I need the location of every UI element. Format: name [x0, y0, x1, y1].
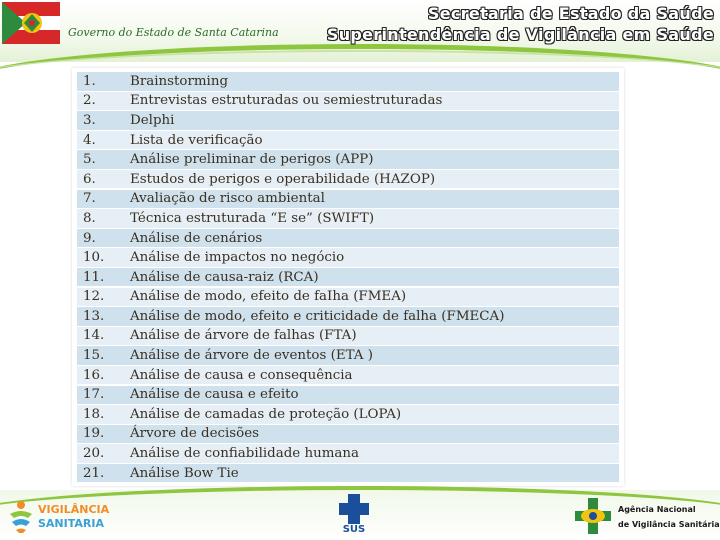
row-number: 2. — [83, 93, 96, 109]
row-number: 19. — [83, 426, 105, 442]
table-row — [77, 464, 619, 484]
anvisa-mark-icon — [572, 496, 616, 536]
government-label: Governo do Estado de Santa Catarina — [68, 26, 279, 39]
sus-logo — [336, 494, 372, 538]
techniques-table — [72, 68, 624, 486]
anvisa-logo — [572, 496, 720, 536]
table-row — [77, 288, 619, 308]
row-label: Entrevistas estruturadas ou semiestruturadas — [130, 93, 443, 109]
row-label: Análise Bow Tie — [130, 465, 239, 481]
row-label: Análise de causa e efeito — [130, 387, 299, 403]
sus-cross-icon — [336, 494, 372, 524]
row-label: Avaliação de risco ambiental — [130, 191, 325, 207]
row-number: 8. — [83, 210, 96, 226]
row-number: 12. — [83, 289, 105, 305]
row-label: Análise de confiabilidade humana — [130, 446, 360, 462]
vigilancia-mark-icon — [6, 498, 36, 534]
row-label: Análise de modo, efeito e criticidade de falha (FMECA) — [130, 308, 505, 324]
row-number: 16. — [83, 367, 105, 383]
sus-label: SUS — [342, 524, 366, 535]
row-label: Análise de camadas de proteção (LOPA) — [130, 406, 402, 422]
row-number: 1. — [83, 73, 96, 89]
page-title: Secretaria de Estado da Saúde — [427, 4, 714, 23]
row-label: Análise de árvore de eventos (ETA ) — [130, 348, 373, 364]
vigilancia-sanitaria-logo — [6, 496, 110, 536]
row-label: Análise de modo, efeito de faIha (FMEA) — [130, 289, 407, 305]
row-number: 18. — [83, 406, 105, 422]
vigilancia-label: VIGILÂNCIA — [38, 503, 110, 516]
row-number: 17. — [83, 387, 105, 403]
row-label: Análise de árvore de falhas (FTA) — [130, 328, 357, 344]
table-row — [77, 190, 619, 210]
row-label: Análise de cenários — [130, 230, 263, 246]
table-row — [77, 386, 619, 406]
row-number: 20. — [83, 446, 105, 462]
row-number: 15. — [83, 348, 105, 364]
table-row — [77, 72, 619, 92]
row-number: 13. — [83, 308, 105, 324]
sanitaria-label: SANITARIA — [38, 517, 104, 530]
table-row — [77, 444, 619, 464]
row-number: 4. — [83, 132, 96, 148]
table-row — [77, 248, 619, 268]
anvisa-label-line2: de Vigilância Sanitária — [618, 520, 720, 529]
row-number: 11. — [83, 269, 105, 285]
row-label: Brainstorming — [130, 73, 229, 89]
table-row — [77, 111, 619, 131]
techniques-list — [77, 72, 619, 483]
row-label: Técnica estruturada “E se” (SWIFT) — [130, 210, 375, 226]
row-label: Análise preliminar de perigos (APP) — [130, 152, 374, 168]
table-row — [77, 327, 619, 347]
table-row — [77, 150, 619, 170]
table-row — [77, 229, 619, 249]
row-number: 14. — [83, 328, 105, 344]
table-row — [77, 268, 619, 288]
row-label: Análise de causa e consequência — [130, 367, 353, 383]
table-row — [77, 307, 619, 327]
table-row — [77, 425, 619, 445]
page-subtitle: Superintendência de Vigilância em Saúde — [326, 25, 714, 44]
table-row — [77, 366, 619, 386]
row-label: Análise de causa-raiz (RCA) — [130, 269, 319, 285]
table-row — [77, 346, 619, 366]
row-label: Lista de verificação — [130, 132, 263, 148]
santa-catarina-coat-of-arms-icon — [2, 2, 60, 44]
row-label: Delphi — [130, 112, 175, 128]
row-number: 7. — [83, 191, 96, 207]
row-label: Árvore de decisões — [130, 426, 260, 442]
table-row — [77, 405, 619, 425]
row-label: Estudos de perigos e operabilidade (HAZOP) — [130, 171, 436, 187]
row-number: 6. — [83, 171, 96, 187]
row-number: 10. — [83, 250, 105, 266]
anvisa-label-line1: Agência Nacional — [618, 505, 696, 514]
row-number: 5. — [83, 152, 96, 168]
row-number: 21. — [83, 465, 105, 481]
row-number: 9. — [83, 230, 96, 246]
table-row — [77, 131, 619, 151]
row-number: 3. — [83, 112, 96, 128]
table-row — [77, 170, 619, 190]
table-row — [77, 92, 619, 112]
row-label: Análise de impactos no negócio — [130, 250, 345, 266]
table-row — [77, 209, 619, 229]
